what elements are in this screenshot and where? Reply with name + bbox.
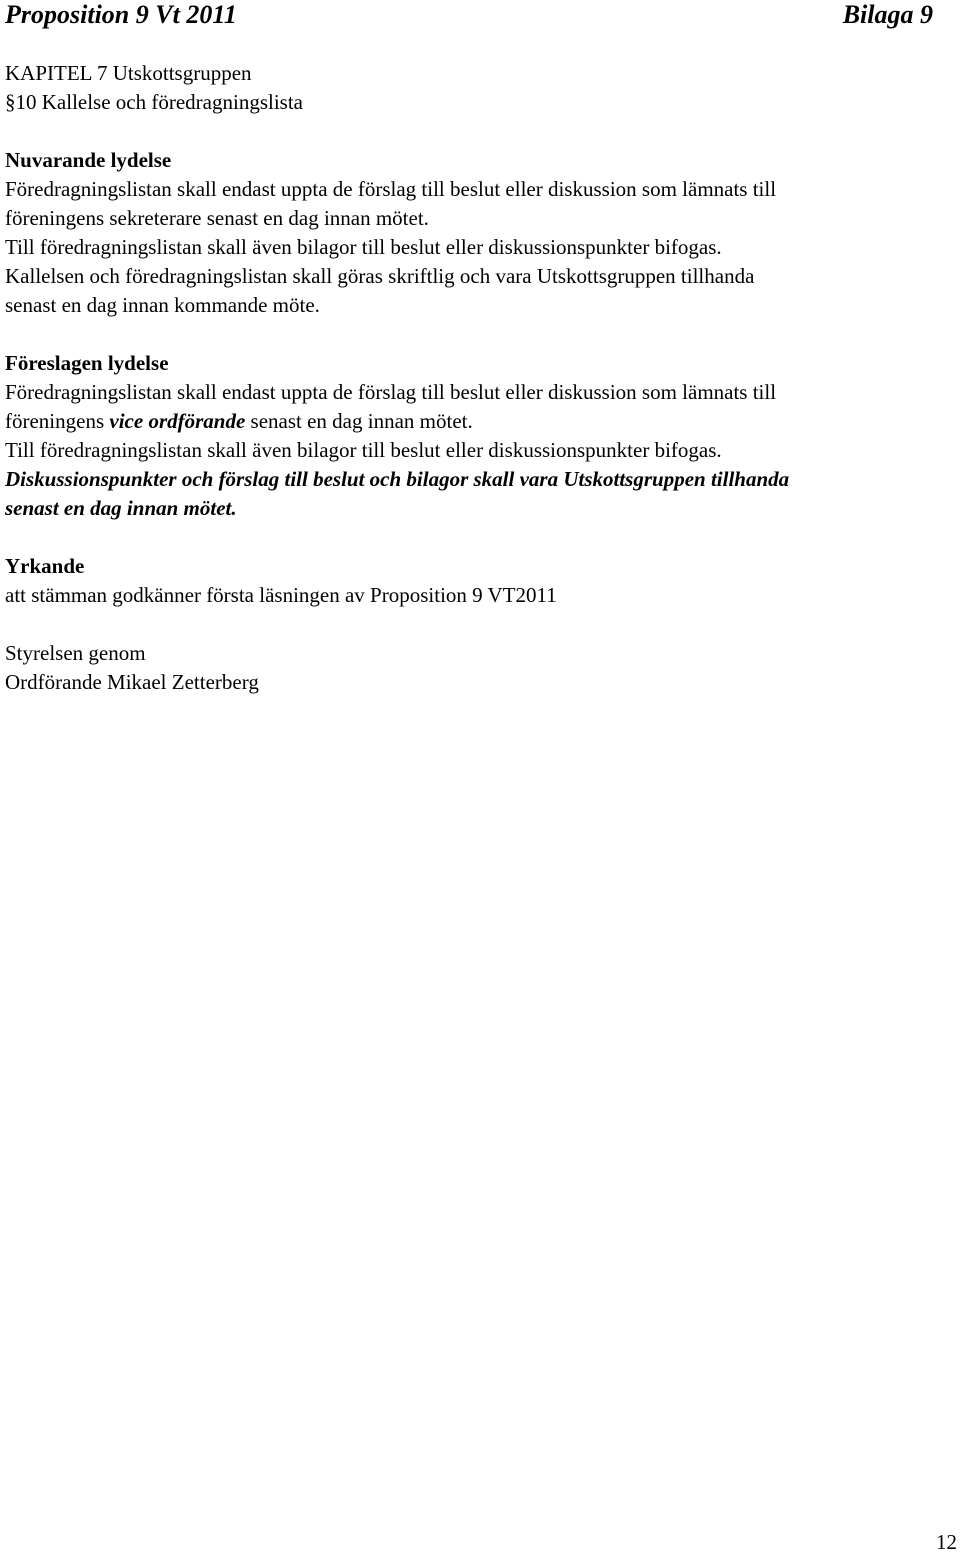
proposed-emphasis-line: Diskussionspunkter och förslag till beslut och bilagor skall vara Utskottsgruppen tillhanda [5,467,790,491]
proposed-heading: Föreslagen lydelse [5,351,169,375]
motion-heading: Yrkande [5,554,85,578]
proposed-line: Föredragningslistan skall endast uppta de förslag till beslut eller diskussion som lämnats till [5,380,777,404]
chapter-title: KAPITEL 7 Utskottsgruppen [5,61,252,85]
page-number: 12 [936,1530,957,1554]
current-heading: Nuvarande lydelse [5,148,172,172]
current-line: föreningens sekreterare senast en dag innan mötet. [5,206,429,230]
proposed-line: Till föredragningslistan skall även bilagor till beslut eller diskussionspunkter bifogas. [5,438,722,462]
proposed-line [5,407,940,436]
proposed-line-start: föreningens [5,409,110,433]
section-title: §10 Kallelse och föredragningslista [5,90,303,114]
current-line: Föredragningslistan skall endast uppta de förslag till beslut eller diskussion som lämnats till [5,177,777,201]
current-line: Till föredragningslistan skall även bilagor till beslut eller diskussionspunkter bifogas. [5,235,722,259]
current-line: senast en dag innan kommande möte. [5,293,320,317]
proposed-emphasis-line: senast en dag innan mötet. [5,496,237,520]
proposed-emphasis: vice ordförande [109,409,246,433]
signature-name: Ordförande Mikael Zetterberg [5,670,259,694]
document-body [5,59,940,697]
header-appendix: Bilaga 9 [842,0,933,29]
current-line: Kallelsen och föredragningslistan skall göras skriftlig och vara Utskottsgruppen tillhanda [5,264,755,288]
proposed-line-end: senast en dag innan mötet. [245,409,473,433]
motion-text: att stämman godkänner första läsningen av Proposition 9 VT2011 [5,583,557,607]
page-header [5,0,933,30]
signature-line: Styrelsen genom [5,641,146,665]
header-title: Proposition 9 Vt 2011 [5,0,237,29]
